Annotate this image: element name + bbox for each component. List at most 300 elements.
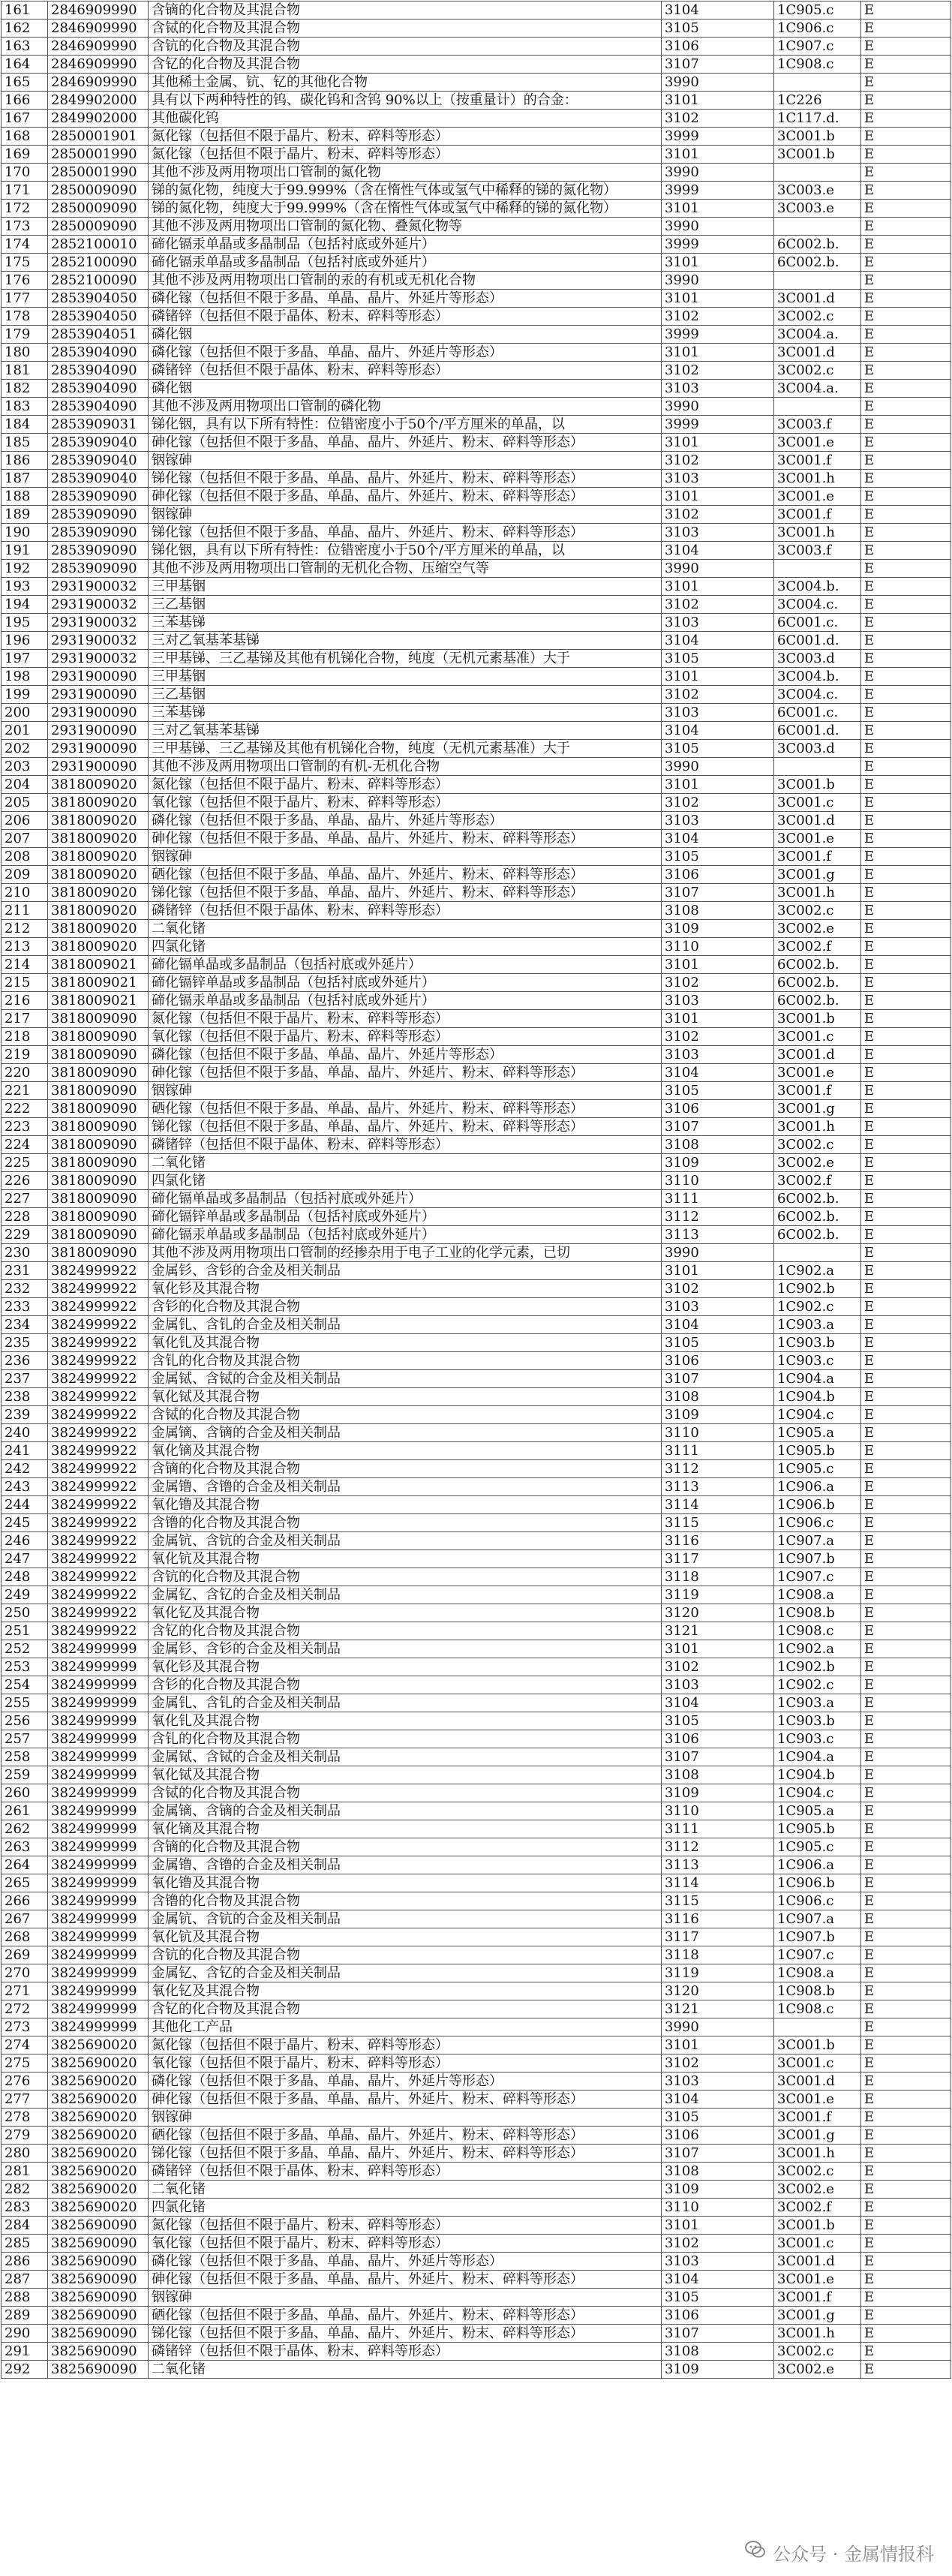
hs-code-cell: 2931900032 [48, 614, 149, 632]
hs-code-cell: 3818009090 [48, 1208, 149, 1226]
hs-code-cell: 2850001990 [48, 164, 149, 182]
hs-code-cell: 3818009090 [48, 1190, 149, 1208]
category-cell: E [861, 1388, 951, 1406]
control-code-cell: 3111 [662, 1190, 774, 1208]
control-code-cell: 3990 [662, 164, 774, 182]
row-index-cell: 250 [2, 1604, 48, 1622]
table-row [2, 110, 951, 128]
eccn-code-cell [774, 560, 861, 578]
control-code-cell: 3103 [662, 2253, 774, 2271]
hs-code-cell: 3825690090 [48, 2307, 149, 2325]
hs-code-cell: 2853904090 [48, 344, 149, 362]
eccn-code-cell: 3C002.f [774, 1172, 861, 1190]
product-name-cell: 锑化镓（包括但不限于多晶、单晶、晶片、外延片、粉末、碎料等形态） [149, 1118, 662, 1136]
hs-code-cell: 2853909090 [48, 506, 149, 524]
hs-code-cell: 2850001901 [48, 128, 149, 146]
hs-code-cell: 3824999922 [48, 1424, 149, 1442]
product-name-cell: 砷化镓（包括但不限于多晶、单晶、晶片、外延片、粉末、碎料等形态） [149, 2271, 662, 2289]
table-row [2, 1064, 951, 1082]
hs-code-cell: 3825690090 [48, 2271, 149, 2289]
eccn-code-cell: 6C002.b. [774, 1190, 861, 1208]
table-row [2, 1892, 951, 1910]
product-name-cell: 碲化镉锌单晶或多晶制品（包括衬底或外延片） [149, 1208, 662, 1226]
table-row [2, 74, 951, 92]
control-code-cell: 3999 [662, 326, 774, 344]
eccn-code-cell: 1C904.b [774, 1766, 861, 1784]
eccn-code-cell: 3C002.c [774, 902, 861, 920]
hs-code-cell: 2852100090 [48, 254, 149, 272]
category-cell: E [861, 2325, 951, 2343]
table-row [2, 1928, 951, 1946]
eccn-code-cell: 1C908.a [774, 1964, 861, 1982]
table-row [2, 398, 951, 416]
eccn-code-cell: 3C001.e [774, 2091, 861, 2109]
product-name-cell: 含镥的化合物及其混合物 [149, 1514, 662, 1532]
category-cell: E [861, 416, 951, 434]
table-row [2, 1352, 951, 1370]
control-code-cell: 3119 [662, 1586, 774, 1604]
product-name-cell: 碲化镉汞单晶或多晶制品（包括衬底或外延片） [149, 992, 662, 1010]
control-code-cell: 3105 [662, 20, 774, 38]
product-name-cell: 其他不涉及两用物项出口管制的无机化合物、压缩空气等 [149, 560, 662, 578]
control-code-cell: 3106 [662, 1100, 774, 1118]
category-cell: E [861, 2091, 951, 2109]
table-row [2, 1604, 951, 1622]
control-code-cell: 3113 [662, 1478, 774, 1496]
row-index-cell: 208 [2, 848, 48, 866]
category-cell: E [861, 1442, 951, 1460]
control-code-cell: 3117 [662, 1928, 774, 1946]
row-index-cell: 254 [2, 1676, 48, 1694]
row-index-cell: 270 [2, 1964, 48, 1982]
hs-code-cell: 2931900090 [48, 722, 149, 740]
category-cell: E [861, 380, 951, 398]
control-code-cell: 3999 [662, 236, 774, 254]
table-row [2, 632, 951, 650]
table-row [2, 1442, 951, 1460]
eccn-code-cell: 3C001.h [774, 470, 861, 488]
control-code-cell: 3103 [662, 524, 774, 542]
row-index-cell: 212 [2, 920, 48, 938]
product-name-cell: 砷化镓（包括但不限于多晶、单晶、晶片、外延片、粉末、碎料等形态） [149, 488, 662, 506]
row-index-cell: 164 [2, 56, 48, 74]
category-cell: E [861, 1586, 951, 1604]
category-cell: E [861, 1874, 951, 1892]
product-name-cell: 金属钇、含钇的合金及相关制品 [149, 1964, 662, 1982]
hs-code-cell: 2853904090 [48, 362, 149, 380]
hs-code-cell: 2852100010 [48, 236, 149, 254]
product-name-cell: 铟镓砷 [149, 848, 662, 866]
eccn-code-cell: 6C002.b. [774, 956, 861, 974]
control-code-cell: 3104 [662, 830, 774, 848]
hs-code-cell: 2849902000 [48, 110, 149, 128]
table-row [2, 1784, 951, 1802]
hs-code-cell: 3824999922 [48, 1568, 149, 1586]
product-name-cell: 二氧化锗 [149, 2181, 662, 2199]
eccn-code-cell: 1C906.a [774, 1478, 861, 1496]
control-code-cell: 3104 [662, 722, 774, 740]
hs-code-cell: 2850009090 [48, 200, 149, 218]
row-index-cell: 189 [2, 506, 48, 524]
category-cell: E [861, 272, 951, 290]
hs-code-cell: 3824999922 [48, 1262, 149, 1280]
category-cell: E [861, 686, 951, 704]
hs-code-cell: 3825690090 [48, 2253, 149, 2271]
row-index-cell: 249 [2, 1586, 48, 1604]
hs-code-cell: 2853909090 [48, 524, 149, 542]
table-row [2, 290, 951, 308]
table-row [2, 578, 951, 596]
control-code-cell: 3990 [662, 560, 774, 578]
row-index-cell: 226 [2, 1172, 48, 1190]
control-code-cell: 3108 [662, 1136, 774, 1154]
product-name-cell: 铟镓砷 [149, 452, 662, 470]
hs-code-cell: 3824999999 [48, 1856, 149, 1874]
category-cell: E [861, 1802, 951, 1820]
product-name-cell: 其他不涉及两用物项出口管制的氮化物 [149, 164, 662, 182]
hs-code-cell: 3824999999 [48, 1838, 149, 1856]
category-cell: E [861, 974, 951, 992]
category-cell: E [861, 1226, 951, 1244]
eccn-code-cell: 1C906.c [774, 20, 861, 38]
table-row [2, 2109, 951, 2127]
eccn-code-cell: 1C907.a [774, 1532, 861, 1550]
control-code-cell: 3106 [662, 866, 774, 884]
table-row [2, 146, 951, 164]
control-code-cell: 3105 [662, 1334, 774, 1352]
product-name-cell: 氮化镓（包括但不限于晶片、粉末、碎料等形态） [149, 2036, 662, 2054]
hs-code-cell: 3824999999 [48, 2018, 149, 2036]
hs-code-cell: 2850009090 [48, 218, 149, 236]
eccn-code-cell: 3C001.c [774, 1028, 861, 1046]
category-cell: E [861, 1064, 951, 1082]
table-row [2, 326, 951, 344]
category-cell: E [861, 1658, 951, 1676]
eccn-code-cell: 3C001.d [774, 2073, 861, 2091]
product-name-cell: 氮化镓（包括但不限于晶片、粉末、碎料等形态） [149, 128, 662, 146]
eccn-code-cell: 3C003.d [774, 740, 861, 758]
eccn-code-cell: 3C002.c [774, 308, 861, 326]
category-cell: E [861, 1028, 951, 1046]
table-row [2, 596, 951, 614]
row-index-cell: 163 [2, 38, 48, 56]
control-code-cell: 3103 [662, 812, 774, 830]
wechat-icon [744, 2538, 767, 2565]
row-index-cell: 166 [2, 92, 48, 110]
product-name-cell: 二氧化锗 [149, 1154, 662, 1172]
eccn-code-cell: 3C004.b. [774, 578, 861, 596]
eccn-code-cell: 3C002.f [774, 2199, 861, 2217]
hs-code-cell: 3824999922 [48, 1460, 149, 1478]
row-index-cell: 179 [2, 326, 48, 344]
control-code-cell: 3111 [662, 1820, 774, 1838]
row-index-cell: 173 [2, 218, 48, 236]
hs-code-cell: 3824999922 [48, 1478, 149, 1496]
table-row [2, 236, 951, 254]
eccn-code-cell: 3C001.e [774, 2271, 861, 2289]
product-name-cell: 金属铽、含铽的合金及相关制品 [149, 1370, 662, 1388]
control-code-cell: 3104 [662, 542, 774, 560]
category-cell: E [861, 1964, 951, 1982]
category-cell: E [861, 1460, 951, 1478]
product-name-cell: 氧化钐及其混合物 [149, 1658, 662, 1676]
eccn-code-cell: 3C002.c [774, 2343, 861, 2361]
control-code-cell: 3990 [662, 758, 774, 776]
hs-code-cell: 2850009090 [48, 182, 149, 200]
table-row [2, 2271, 951, 2289]
hs-code-cell: 3818009020 [48, 794, 149, 812]
table-row [2, 1910, 951, 1928]
eccn-code-cell: 3C002.c [774, 2163, 861, 2181]
control-code-cell: 3102 [662, 596, 774, 614]
control-code-cell: 3990 [662, 1244, 774, 1262]
product-name-cell: 磷化镓（包括但不限于多晶、单晶、晶片、外延片等形态） [149, 290, 662, 308]
hs-code-cell: 3824999922 [48, 1334, 149, 1352]
eccn-code-cell: 3C001.b [774, 776, 861, 794]
category-cell: E [861, 1550, 951, 1568]
hs-code-cell: 2853909031 [48, 416, 149, 434]
control-code-cell: 3110 [662, 938, 774, 956]
hs-code-cell: 3818009021 [48, 992, 149, 1010]
row-index-cell: 220 [2, 1064, 48, 1082]
table-row [2, 1532, 951, 1550]
category-cell: E [861, 992, 951, 1010]
hs-code-cell: 2931900032 [48, 596, 149, 614]
control-code-cell: 3102 [662, 1280, 774, 1298]
control-code-cell: 3103 [662, 1298, 774, 1316]
row-index-cell: 199 [2, 686, 48, 704]
eccn-code-cell: 1C907.b [774, 1928, 861, 1946]
category-cell: E [861, 632, 951, 650]
row-index-cell: 283 [2, 2199, 48, 2217]
hs-code-cell: 2852100090 [48, 272, 149, 290]
table-row [2, 452, 951, 470]
eccn-code-cell: 1C905.a [774, 1424, 861, 1442]
hs-code-cell: 2931900090 [48, 758, 149, 776]
row-index-cell: 209 [2, 866, 48, 884]
control-code-cell: 3101 [662, 92, 774, 110]
watermark-text: 公众号 · 金属情报科 [773, 2543, 934, 2565]
hs-code-cell: 3824999922 [48, 1604, 149, 1622]
table-row [2, 686, 951, 704]
product-name-cell: 其他碳化钨 [149, 110, 662, 128]
category-cell: E [861, 1712, 951, 1730]
row-index-cell: 280 [2, 2145, 48, 2163]
hs-code-cell: 3824999922 [48, 1370, 149, 1388]
hs-code-cell: 2849902000 [48, 92, 149, 110]
control-code-cell: 3104 [662, 632, 774, 650]
product-name-cell: 四氯化锗 [149, 938, 662, 956]
table-row [2, 2, 951, 20]
table-row [2, 1082, 951, 1100]
eccn-code-cell: 1C905.b [774, 1820, 861, 1838]
table-row [2, 2036, 951, 2054]
eccn-code-cell: 1C902.c [774, 1298, 861, 1316]
control-code-cell: 3106 [662, 1730, 774, 1748]
control-code-cell: 3105 [662, 848, 774, 866]
row-index-cell: 263 [2, 1838, 48, 1856]
hs-code-cell: 3825690090 [48, 2289, 149, 2307]
category-cell: E [861, 1514, 951, 1532]
product-name-cell: 磷化镓（包括但不限于多晶、单晶、晶片、外延片等形态） [149, 2253, 662, 2271]
hs-code-cell: 3824999999 [48, 1928, 149, 1946]
category-cell: E [861, 1352, 951, 1370]
hs-code-cell: 3824999922 [48, 1496, 149, 1514]
table-row [2, 1676, 951, 1694]
row-index-cell: 233 [2, 1298, 48, 1316]
row-index-cell: 214 [2, 956, 48, 974]
eccn-code-cell: 1C905.b [774, 1442, 861, 1460]
hs-code-cell: 2846909990 [48, 20, 149, 38]
row-index-cell: 275 [2, 2054, 48, 2073]
eccn-code-cell: 1C905.c [774, 2, 861, 20]
table-row [2, 1496, 951, 1514]
category-cell: E [861, 218, 951, 236]
hs-code-cell: 2853904090 [48, 398, 149, 416]
product-name-cell: 含镥的化合物及其混合物 [149, 1892, 662, 1910]
hs-code-cell: 2846909990 [48, 2, 149, 20]
category-cell: E [861, 794, 951, 812]
control-code-cell: 3109 [662, 2181, 774, 2199]
hs-code-cell: 3824999999 [48, 1820, 149, 1838]
product-name-cell: 氧化钆及其混合物 [149, 1334, 662, 1352]
category-cell: E [861, 578, 951, 596]
product-name-cell: 磷化镓（包括但不限于多晶、单晶、晶片、外延片等形态） [149, 1046, 662, 1064]
row-index-cell: 244 [2, 1496, 48, 1514]
control-code-cell: 3102 [662, 1028, 774, 1046]
table-row [2, 38, 951, 56]
product-name-cell: 磷化镓（包括但不限于多晶、单晶、晶片、外延片等形态） [149, 344, 662, 362]
control-code-cell: 3102 [662, 2235, 774, 2253]
hs-code-cell: 3818009090 [48, 1154, 149, 1172]
row-index-cell: 286 [2, 2253, 48, 2271]
eccn-code-cell: 3C002.f [774, 938, 861, 956]
category-cell: E [861, 2181, 951, 2199]
category-cell: E [861, 2217, 951, 2235]
category-cell: E [861, 2145, 951, 2163]
row-index-cell: 245 [2, 1514, 48, 1532]
hs-code-cell: 3824999999 [48, 1964, 149, 1982]
row-index-cell: 200 [2, 704, 48, 722]
table-row [2, 1658, 951, 1676]
category-cell: E [861, 308, 951, 326]
table-row [2, 2163, 951, 2181]
table-row [2, 1856, 951, 1874]
product-name-cell: 其他不涉及两用物项出口管制的磷化物 [149, 398, 662, 416]
control-code-cell: 3106 [662, 1352, 774, 1370]
hs-code-cell: 3818009020 [48, 776, 149, 794]
hs-code-cell: 3825690020 [48, 2145, 149, 2163]
row-index-cell: 240 [2, 1424, 48, 1442]
category-cell: E [861, 326, 951, 344]
control-code-cell: 3103 [662, 704, 774, 722]
table-row [2, 2325, 951, 2343]
category-cell: E [861, 722, 951, 740]
table-row [2, 1802, 951, 1820]
control-code-cell: 3101 [662, 344, 774, 362]
eccn-code-cell: 1C902.b [774, 1280, 861, 1298]
product-name-cell: 氧化镝及其混合物 [149, 1820, 662, 1838]
product-name-cell: 砷化镓（包括但不限于多晶、单晶、晶片、外延片、粉末、碎料等形态） [149, 1064, 662, 1082]
category-cell: E [861, 1172, 951, 1190]
row-index-cell: 290 [2, 2325, 48, 2343]
category-cell: E [861, 38, 951, 56]
hs-code-cell: 3818009020 [48, 830, 149, 848]
hs-code-cell: 2931900032 [48, 578, 149, 596]
product-name-cell: 金属钆、含钆的合金及相关制品 [149, 1316, 662, 1334]
product-name-cell: 三对乙氧基苯基锑 [149, 722, 662, 740]
hs-code-cell: 2846909990 [48, 38, 149, 56]
table-row [2, 830, 951, 848]
table-row [2, 992, 951, 1010]
row-index-cell: 178 [2, 308, 48, 326]
row-index-cell: 162 [2, 20, 48, 38]
eccn-code-cell: 1C902.a [774, 1640, 861, 1658]
eccn-code-cell: 3C004.b. [774, 668, 861, 686]
category-cell: E [861, 1118, 951, 1136]
category-cell: E [861, 2199, 951, 2217]
row-index-cell: 284 [2, 2217, 48, 2235]
eccn-code-cell: 3C002.c [774, 362, 861, 380]
eccn-code-cell: 3C001.b [774, 2036, 861, 2054]
hs-code-cell: 3824999922 [48, 1298, 149, 1316]
control-code-cell: 3101 [662, 1262, 774, 1280]
category-cell: E [861, 128, 951, 146]
row-index-cell: 237 [2, 1370, 48, 1388]
control-code-cell: 3102 [662, 452, 774, 470]
row-index-cell: 277 [2, 2091, 48, 2109]
eccn-code-cell: 3C002.e [774, 920, 861, 938]
eccn-code-cell: 1C904.c [774, 1784, 861, 1802]
product-name-cell: 含钇的化合物及其混合物 [149, 56, 662, 74]
table-row [2, 362, 951, 380]
category-cell: E [861, 596, 951, 614]
eccn-code-cell: 1C904.b [774, 1388, 861, 1406]
eccn-code-cell: 1C907.c [774, 1946, 861, 1964]
row-index-cell: 235 [2, 1334, 48, 1352]
category-cell: E [861, 2253, 951, 2271]
product-name-cell: 氧化镥及其混合物 [149, 1874, 662, 1892]
category-cell: E [861, 1640, 951, 1658]
hs-code-cell: 3818009090 [48, 1064, 149, 1082]
hs-code-cell: 3824999922 [48, 1622, 149, 1640]
product-name-cell: 氧化镥及其混合物 [149, 1496, 662, 1514]
row-index-cell: 167 [2, 110, 48, 128]
eccn-code-cell [774, 164, 861, 182]
table-row [2, 164, 951, 182]
category-cell: E [861, 2127, 951, 2145]
control-code-cell: 3105 [662, 650, 774, 668]
table-row [2, 1424, 951, 1442]
eccn-code-cell: 3C003.e [774, 182, 861, 200]
hs-code-cell: 3825690090 [48, 2217, 149, 2235]
hs-code-cell: 3825690020 [48, 2181, 149, 2199]
hs-code-cell: 3824999922 [48, 1280, 149, 1298]
product-name-cell: 铟镓砷 [149, 2289, 662, 2307]
hs-code-cell: 3818009021 [48, 974, 149, 992]
eccn-code-cell: 3C001.b [774, 1010, 861, 1028]
product-name-cell: 氮化镓（包括但不限于晶片、粉末、碎料等形态） [149, 776, 662, 794]
eccn-code-cell: 3C001.f [774, 848, 861, 866]
row-index-cell: 186 [2, 452, 48, 470]
table-row [2, 1514, 951, 1532]
row-index-cell: 246 [2, 1532, 48, 1550]
row-index-cell: 289 [2, 2307, 48, 2325]
hs-code-cell: 2931900032 [48, 632, 149, 650]
category-cell: E [861, 200, 951, 218]
eccn-code-cell: 1C905.a [774, 1802, 861, 1820]
hs-code-cell: 3824999999 [48, 1874, 149, 1892]
